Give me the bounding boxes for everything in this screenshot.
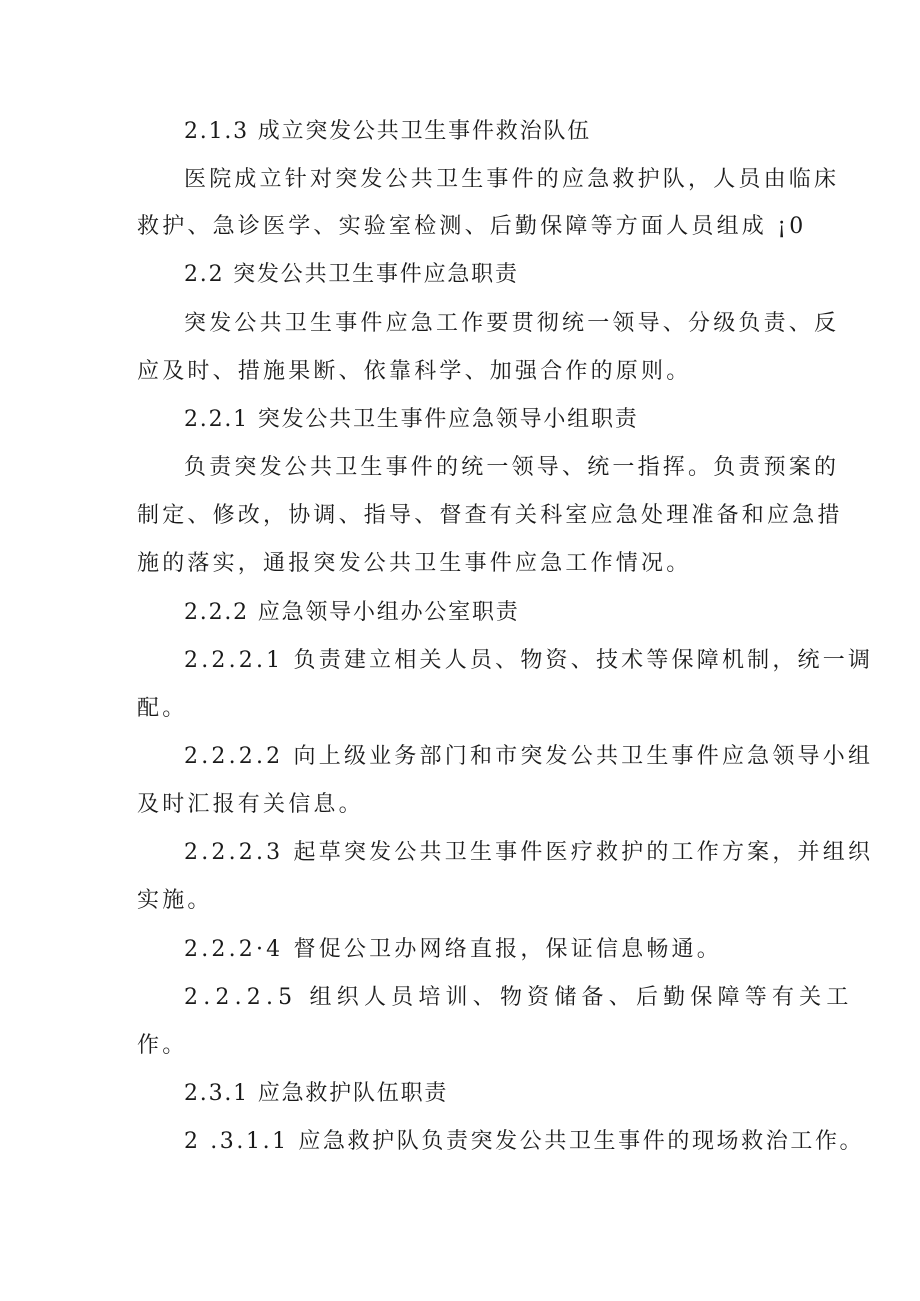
paragraph-line: 突发公共卫生事件应急工作要贯彻统一领导、分级负责、反 bbox=[184, 311, 840, 336]
paragraph-line: 配。 bbox=[137, 696, 188, 721]
paragraph-line: 医院成立针对突发公共卫生事件的应急救护队，人员由临床 bbox=[184, 167, 840, 192]
list-item-2-3-1-1: 2 .3.1.1 应急救护队负责突发公共卫生事件的现场救治工作。 bbox=[184, 1129, 865, 1154]
section-heading-2-1-3: 2.1.3 成立突发公共卫生事件救治队伍 bbox=[184, 119, 591, 144]
list-item-2-2-2-4: 2.2.2·4 督促公卫办网络直报，保证信息畅通。 bbox=[184, 937, 722, 962]
paragraph-line: 制定、修改，协调、指导、督查有关科室应急处理准备和应急措 bbox=[137, 503, 843, 528]
paragraph-line: 救护、急诊医学、实验室检测、后勤保障等方面人员组成 ¡0 bbox=[137, 214, 807, 239]
paragraph-line: 实施。 bbox=[137, 888, 213, 913]
section-heading-2-2: 2.2 突发公共卫生事件应急职责 bbox=[184, 262, 519, 287]
paragraph-line: 及时汇报有关信息。 bbox=[137, 792, 364, 817]
list-item-2-2-2-2: 2.2.2.2 向上级业务部门和市突发公共卫生事件应急领导小组 bbox=[184, 744, 874, 769]
section-heading-2-3-1: 2.3.1 应急救护队伍职责 bbox=[184, 1081, 449, 1106]
section-heading-2-2-1: 2.2.1 突发公共卫生事件应急领导小组职责 bbox=[184, 407, 639, 432]
paragraph-line: 施的落实，通报突发公共卫生事件应急工作情况。 bbox=[137, 551, 692, 576]
list-item-2-2-2-5: 2.2.2.5 组织人员培训、物资储备、后勤保障等有关工 bbox=[184, 985, 854, 1010]
paragraph-line: 负责突发公共卫生事件的统一领导、统一指挥。负责预案的 bbox=[184, 455, 840, 480]
paragraph-line: 作。 bbox=[137, 1033, 188, 1058]
paragraph-line: 应及时、措施果断、依靠科学、加强合作的原则。 bbox=[137, 359, 692, 384]
list-item-2-2-2-1: 2.2.2.1 负责建立相关人员、物资、技术等保障机制，统一调 bbox=[184, 648, 874, 673]
section-heading-2-2-2: 2.2.2 应急领导小组办公室职责 bbox=[184, 600, 520, 625]
list-item-2-2-2-3: 2.2.2.3 起草突发公共卫生事件医疗救护的工作方案，并组织 bbox=[184, 840, 874, 865]
